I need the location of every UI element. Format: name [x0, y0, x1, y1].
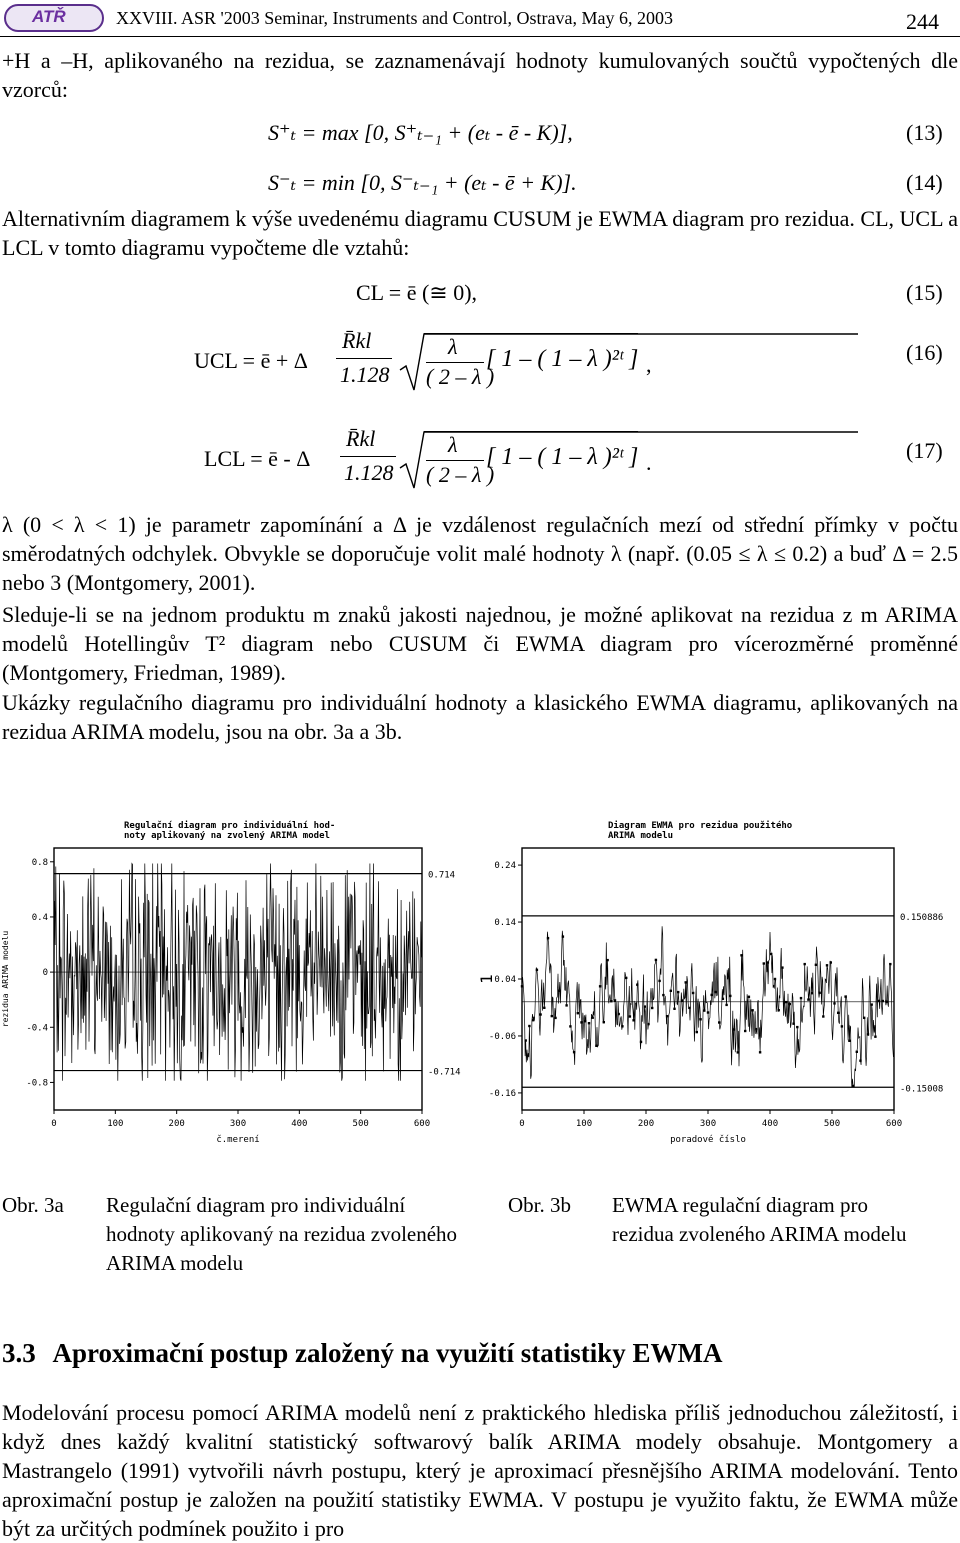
lambda-paragraph: λ (0 < λ < 1) je parametr zapomínání a Δ je vzdálenost regulačních mezí od střední přímky v počtu směrodatných odchylek. Obvykle se doporučuje volit malé hodnoty λ (např. (0.05 ≤ λ ≤ 0.2) a buď Δ = 2.5 nebo 3 (Montgomery, 2001). — [2, 512, 958, 595]
data-series-line — [522, 926, 893, 1087]
x-tick-label: 300 — [229, 1119, 247, 1129]
y-tick-label: 0.14 — [494, 918, 516, 929]
data-point — [826, 964, 828, 966]
data-point — [755, 1028, 757, 1030]
logo-text: ATŘ — [32, 7, 66, 26]
header-rule — [0, 36, 960, 37]
caption-a-label: Obr. 3a — [2, 1193, 64, 1217]
intro-paragraph: +H a –H, aplikovaného na rezidua, se zaznamenávají hodnoty kumulovaných součtů vypočtených dle vzorců: — [2, 48, 958, 102]
data-point — [711, 994, 713, 996]
data-point — [528, 1025, 530, 1027]
equation-13: S⁺ₜ = max [0, S⁺ₜ₋₁ + (eₜ - ē - K)], — [268, 120, 573, 145]
data-point — [673, 1008, 675, 1010]
data-point — [658, 980, 660, 982]
eq16-bracket: [ 1 – ( 1 – λ )²ᵗ ] — [486, 346, 639, 372]
hotelling-paragraph: Sleduje-li se na jednom produktu m znaků jakosti najednou, je možné aplikovat na rezidua z m ARIMA modelů Hotellingův T² diagram nebo CUSUM či EWMA diagram pro vícerozměrné proměnné (Montgomery, Friedman, 1989). — [2, 602, 958, 685]
data-point — [815, 964, 817, 966]
equation-17-number: (17) — [906, 438, 943, 463]
data-point — [621, 1025, 623, 1027]
data-point — [774, 978, 776, 980]
data-point — [644, 1005, 646, 1007]
section-title: Aproximační postup založený na využití statistiky EWMA — [52, 1338, 723, 1368]
examples-paragraph: Ukázky regulačního diagramu pro individuální hodnoty a klasického EWMA diagramu, aplikovaných na rezidua ARIMA modelu, jsou na obr. 3a a 3b. — [2, 690, 958, 744]
x-tick-label: 0 — [519, 1119, 525, 1129]
final-paragraph: Modelování procesu pomocí ARIMA modelů není z praktického hlediska příliš jednoduchou záležitostí, i když dnes každý kvalitní statistický softwarový balík ARIMA modely obsahuje. Montgomery a Mastrangelo (1991) vytvořili návrh postupu, který je aproximací přesnějšího ARIMA modelování. Tento aproximační postup je založen na použití statistiky EWMA. V postupu je využito faktu, že EWMA může být za určitých podmínek použito i pro — [2, 1400, 958, 1541]
x-tick-label: 400 — [761, 1119, 779, 1129]
data-point — [707, 1011, 709, 1013]
data-point — [751, 1009, 753, 1011]
data-point — [670, 990, 672, 992]
data-point — [740, 954, 742, 956]
data-point — [547, 937, 549, 939]
eq17-root-num: λ — [448, 432, 458, 457]
data-point — [833, 1002, 835, 1004]
data-point — [655, 959, 657, 961]
data-point — [696, 1031, 698, 1033]
data-point — [830, 961, 832, 963]
section-number: 3.3 — [2, 1338, 36, 1368]
x-tick-label: 200 — [168, 1119, 185, 1129]
data-point — [848, 1040, 850, 1042]
data-point — [725, 1004, 727, 1006]
eq17-period: . — [646, 450, 652, 475]
equation-17 — [200, 420, 900, 490]
eq17-root-sign — [398, 430, 428, 490]
chart-individual-values — [0, 818, 478, 1145]
data-point — [625, 977, 627, 979]
data-point — [580, 1021, 582, 1023]
data-point — [859, 1060, 861, 1062]
data-point — [632, 1019, 634, 1021]
ucl-label: 0.714 — [428, 870, 456, 881]
data-point — [837, 1012, 839, 1014]
eq16-frac-bar — [336, 358, 392, 359]
y-axis-label: 1 — [477, 974, 496, 984]
eq16-root-num: λ — [448, 334, 458, 359]
data-point — [796, 1026, 798, 1028]
eq17-root-bar — [426, 460, 484, 461]
eq16-root-den: ( 2 – λ ) — [426, 364, 495, 389]
eq17-frac-bar — [340, 456, 396, 457]
data-point — [748, 996, 750, 998]
data-point — [852, 1085, 854, 1087]
lcl-label: -0.714 — [428, 1067, 461, 1078]
x-tick-label: 600 — [885, 1119, 903, 1129]
data-point — [882, 1000, 884, 1002]
caption-b-text: EWMA regulační diagram pro rezidua zvoleného ARIMA modelu — [612, 1193, 907, 1246]
data-point — [569, 1025, 571, 1027]
data-point — [722, 998, 724, 1000]
data-point — [718, 1021, 720, 1023]
equation-16-number: (16) — [906, 340, 943, 365]
y-tick-label: 0.04 — [494, 975, 516, 985]
ucl-label: 0.150886 — [900, 912, 944, 923]
x-tick-label: 200 — [637, 1119, 655, 1129]
data-point — [789, 1003, 791, 1005]
y-tick-label: -0.06 — [488, 1031, 516, 1042]
data-point — [785, 1001, 787, 1003]
data-point — [867, 1033, 869, 1035]
data-point — [666, 1015, 668, 1017]
data-point — [874, 1036, 876, 1038]
alternative-paragraph: Alternativním diagramem k výše uvedenému diagramu CUSUM je EWMA diagram pro rezidua. CL, UCL a LCL v tomto diagramu vypočteme dle vztahů: — [2, 206, 958, 260]
data-point — [614, 999, 616, 1001]
data-point — [804, 963, 806, 965]
x-tick-label: 100 — [107, 1119, 124, 1129]
data-point — [871, 1003, 873, 1005]
section-heading — [2, 1338, 723, 1369]
data-point — [536, 969, 538, 971]
data-point — [844, 995, 846, 997]
eq16-comma: , — [646, 352, 652, 377]
data-point — [618, 1013, 620, 1015]
y-tick-label: 0.4 — [31, 912, 48, 923]
data-point — [685, 981, 687, 983]
eq16-root-sign — [398, 332, 428, 392]
y-tick-label: -0.16 — [488, 1088, 516, 1099]
caption-a-text: Regulační diagram pro individuální hodnoty aplikovaný na rezidua zvoleného ARIMA modelu — [106, 1193, 458, 1275]
eq16-frac-num: R̄kl — [342, 328, 372, 353]
data-point — [770, 953, 772, 955]
data-point — [539, 1013, 541, 1015]
y-tick-label: -0.8 — [26, 1078, 48, 1089]
x-tick-label: 300 — [699, 1119, 717, 1129]
x-tick-label: 100 — [575, 1119, 593, 1129]
equation-14-number: (14) — [906, 170, 943, 195]
caption-b-label: Obr. 3b — [508, 1193, 571, 1217]
data-point — [647, 1023, 649, 1025]
data-point — [606, 959, 608, 961]
x-tick-label: 500 — [352, 1119, 369, 1129]
atr-logo — [4, 4, 104, 32]
data-point — [584, 1020, 586, 1022]
x-tick-label: 500 — [823, 1119, 841, 1129]
data-point — [807, 998, 809, 1000]
data-point — [703, 1009, 705, 1011]
equation-15: CL = ē (≅ 0), — [356, 280, 478, 305]
data-point — [699, 1018, 701, 1020]
x-tick-label: 0 — [51, 1119, 57, 1129]
conference-title: XXVIII. ASR '2003 Seminar, Instruments and Control, Ostrava, May 6, 2003 — [116, 8, 673, 28]
eq16-root-bar — [426, 362, 484, 363]
data-point — [863, 1017, 865, 1019]
data-point — [878, 1000, 880, 1002]
data-point — [525, 1039, 527, 1041]
data-point — [565, 1004, 567, 1006]
data-point — [778, 1009, 780, 1011]
data-point — [595, 1045, 597, 1047]
data-point — [729, 995, 731, 997]
data-point — [577, 1012, 579, 1014]
data-point — [562, 935, 564, 937]
data-point — [781, 966, 783, 968]
eq17-lhs: LCL = ē - Δ — [204, 446, 311, 471]
y-tick-label: 0.24 — [494, 861, 516, 872]
y-axis-label: rezidua ARIMA modelu — [1, 930, 10, 1028]
data-point — [818, 992, 820, 994]
data-point — [554, 1017, 556, 1019]
data-point — [599, 985, 601, 987]
data-point — [766, 961, 768, 963]
data-point — [737, 1051, 739, 1053]
chart-title-line-1: Regulační diagram pro individuální hod- — [124, 821, 336, 831]
data-point — [681, 999, 683, 1001]
data-point — [588, 1022, 590, 1024]
eq17-frac-num: R̄kl — [346, 426, 376, 451]
chart-ewma — [477, 818, 960, 1145]
data-point — [636, 984, 638, 986]
data-point — [822, 1015, 824, 1017]
lcl-label: -0.15008 — [900, 1084, 944, 1095]
data-point — [521, 985, 523, 987]
chart-title-line-2: noty aplikovaný na zvolený ARIMA model — [124, 831, 330, 841]
data-point — [532, 1019, 534, 1021]
data-point — [543, 1007, 545, 1009]
data-point — [651, 1007, 653, 1009]
eq17-root-den: ( 2 – λ ) — [426, 462, 495, 487]
data-point — [811, 992, 813, 994]
data-point — [573, 1051, 575, 1053]
x-tick-label: 600 — [413, 1119, 431, 1129]
equation-15-number: (15) — [906, 280, 943, 305]
chart-title-line-2: ARIMA modelu — [608, 831, 674, 841]
eq16-frac-den: 1.128 — [340, 362, 390, 387]
data-point — [692, 992, 694, 994]
data-point — [558, 990, 560, 992]
data-point — [603, 1021, 605, 1023]
y-tick-label: -0.4 — [26, 1023, 48, 1034]
x-tick-label: 400 — [291, 1119, 308, 1129]
eq17-bracket: [ 1 – ( 1 – λ )²ᵗ ] — [486, 444, 639, 470]
data-point — [640, 1041, 642, 1043]
data-point — [551, 1015, 553, 1017]
data-point — [714, 991, 716, 993]
data-point — [688, 1007, 690, 1009]
x-axis-label: poradové číslo — [670, 1135, 746, 1145]
data-point — [662, 994, 664, 996]
data-point — [800, 997, 802, 999]
data-point — [759, 1051, 761, 1053]
data-point — [841, 1025, 843, 1027]
data-point — [763, 962, 765, 964]
data-point — [856, 1051, 858, 1053]
data-point — [677, 991, 679, 993]
y-tick-label: 0 — [42, 968, 48, 979]
x-axis-label: č.merení — [216, 1135, 260, 1145]
eq16-lhs: UCL = ē + Δ — [194, 348, 308, 373]
page-number: 244 — [906, 9, 939, 34]
data-point — [610, 1000, 612, 1002]
y-tick-label: 0.8 — [31, 857, 48, 868]
equation-13-number: (13) — [906, 120, 943, 145]
data-point — [885, 1001, 887, 1003]
data-point — [592, 1017, 594, 1019]
header — [0, 0, 960, 40]
plot-frame — [522, 848, 894, 1110]
equation-16 — [190, 322, 890, 392]
equation-14: S⁻ₜ = min [0, S⁻ₜ₋₁ + (eₜ - ē + K)]. — [268, 170, 577, 195]
chart-title-line-1: Diagram EWMA pro rezidua použitého — [608, 821, 793, 831]
data-point — [889, 963, 891, 965]
data-point — [733, 1028, 735, 1030]
data-point — [792, 1023, 794, 1025]
eq17-frac-den: 1.128 — [344, 460, 394, 485]
data-point — [744, 1030, 746, 1032]
data-point — [629, 1015, 631, 1017]
